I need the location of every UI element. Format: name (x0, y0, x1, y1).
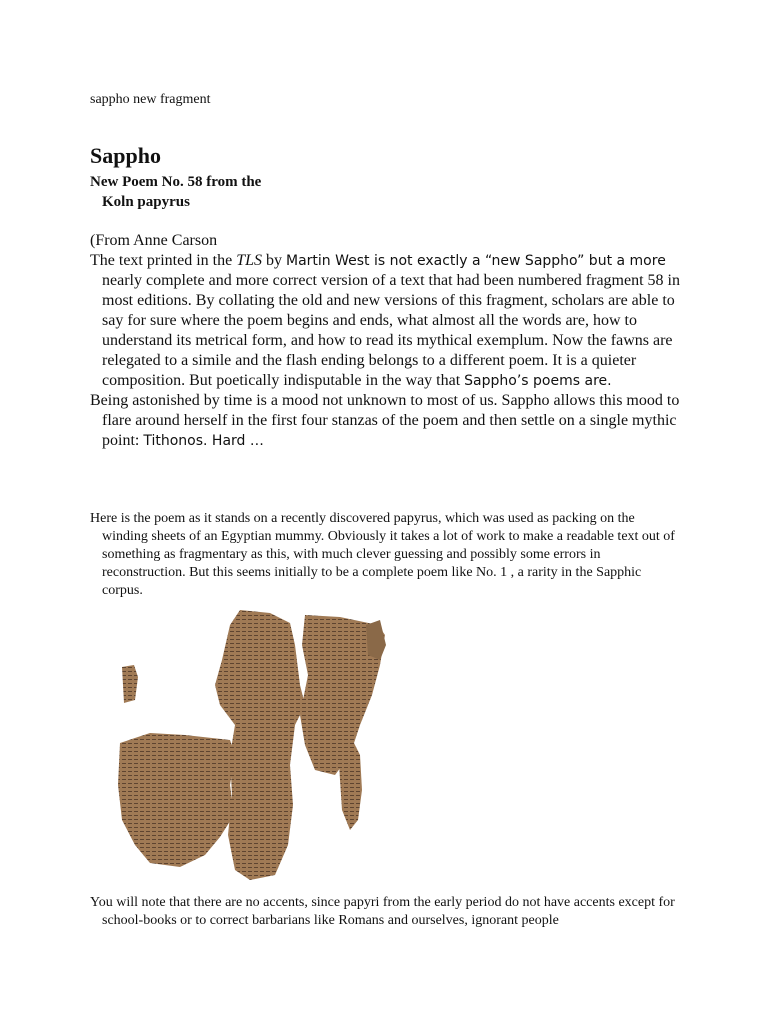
intro-text: Being astonished by time is a mood not unknown to most of us. Sappho allows this mood to flare around herself in the first four stanzas of the poem and then settle on a single mythic point: (90, 392, 680, 449)
page-title: Sappho (90, 143, 161, 168)
subtitle-line-2: Koln papyrus (102, 194, 190, 210)
intro-text: The text printed in the (90, 252, 237, 269)
poem-intro-paragraph: Here is the poem as it stands on a recently discovered papyrus, which was used as packing on the winding sheets of an Egyptian mummy. Obviously it takes a lot of work to make a readable text out of something as fragmentary as this, with much clever guessing and possibly some errors in reconstruction. But this seems initially to be a complete poem like No. 1 , a rarity in the Sapphic corpus. (90, 511, 675, 598)
papyrus-image (110, 605, 410, 885)
subtitle (90, 172, 261, 212)
intro-paragraph-2 (90, 391, 690, 451)
accents-section (90, 894, 682, 930)
intro-paragraph-1 (90, 251, 690, 391)
tls-italic: TLS (236, 252, 262, 269)
intro-section (90, 231, 690, 451)
subtitle-line-1: New Poem No. 58 from the (90, 174, 262, 190)
accents-paragraph: You will note that there are no accents, since papyri from the early period do not have accents except for school-books or to correct barbarians like Romans and ourselves, ignorant people (90, 895, 675, 928)
intro-text-sans: Tithonos. Hard … (143, 433, 264, 449)
intro-text: nearly complete and more correct version of a text that had been numbered fragment 58 in most editions. By collating the old and new versions of this fragment, scholars are able to say for sure where the poem begins and ends, what almost all the words are, how to understand its metrical form, and how to read its mythical exemplum. Now the fawns are relegated to a simile and the flash ending belongs to a different poem. It is a quieter composition. But poetically indisputable in the way that (102, 272, 680, 389)
intro-text-sans: Sappho’s poems are. (464, 373, 612, 389)
intro-text-sans: Martin West is not exactly a “new Sappho” but a more (285, 253, 666, 269)
intro-text: by (261, 252, 286, 269)
source-line: (From Anne Carson (90, 232, 218, 249)
poem-intro-section (90, 510, 682, 600)
running-title: sappho new fragment (90, 92, 211, 107)
